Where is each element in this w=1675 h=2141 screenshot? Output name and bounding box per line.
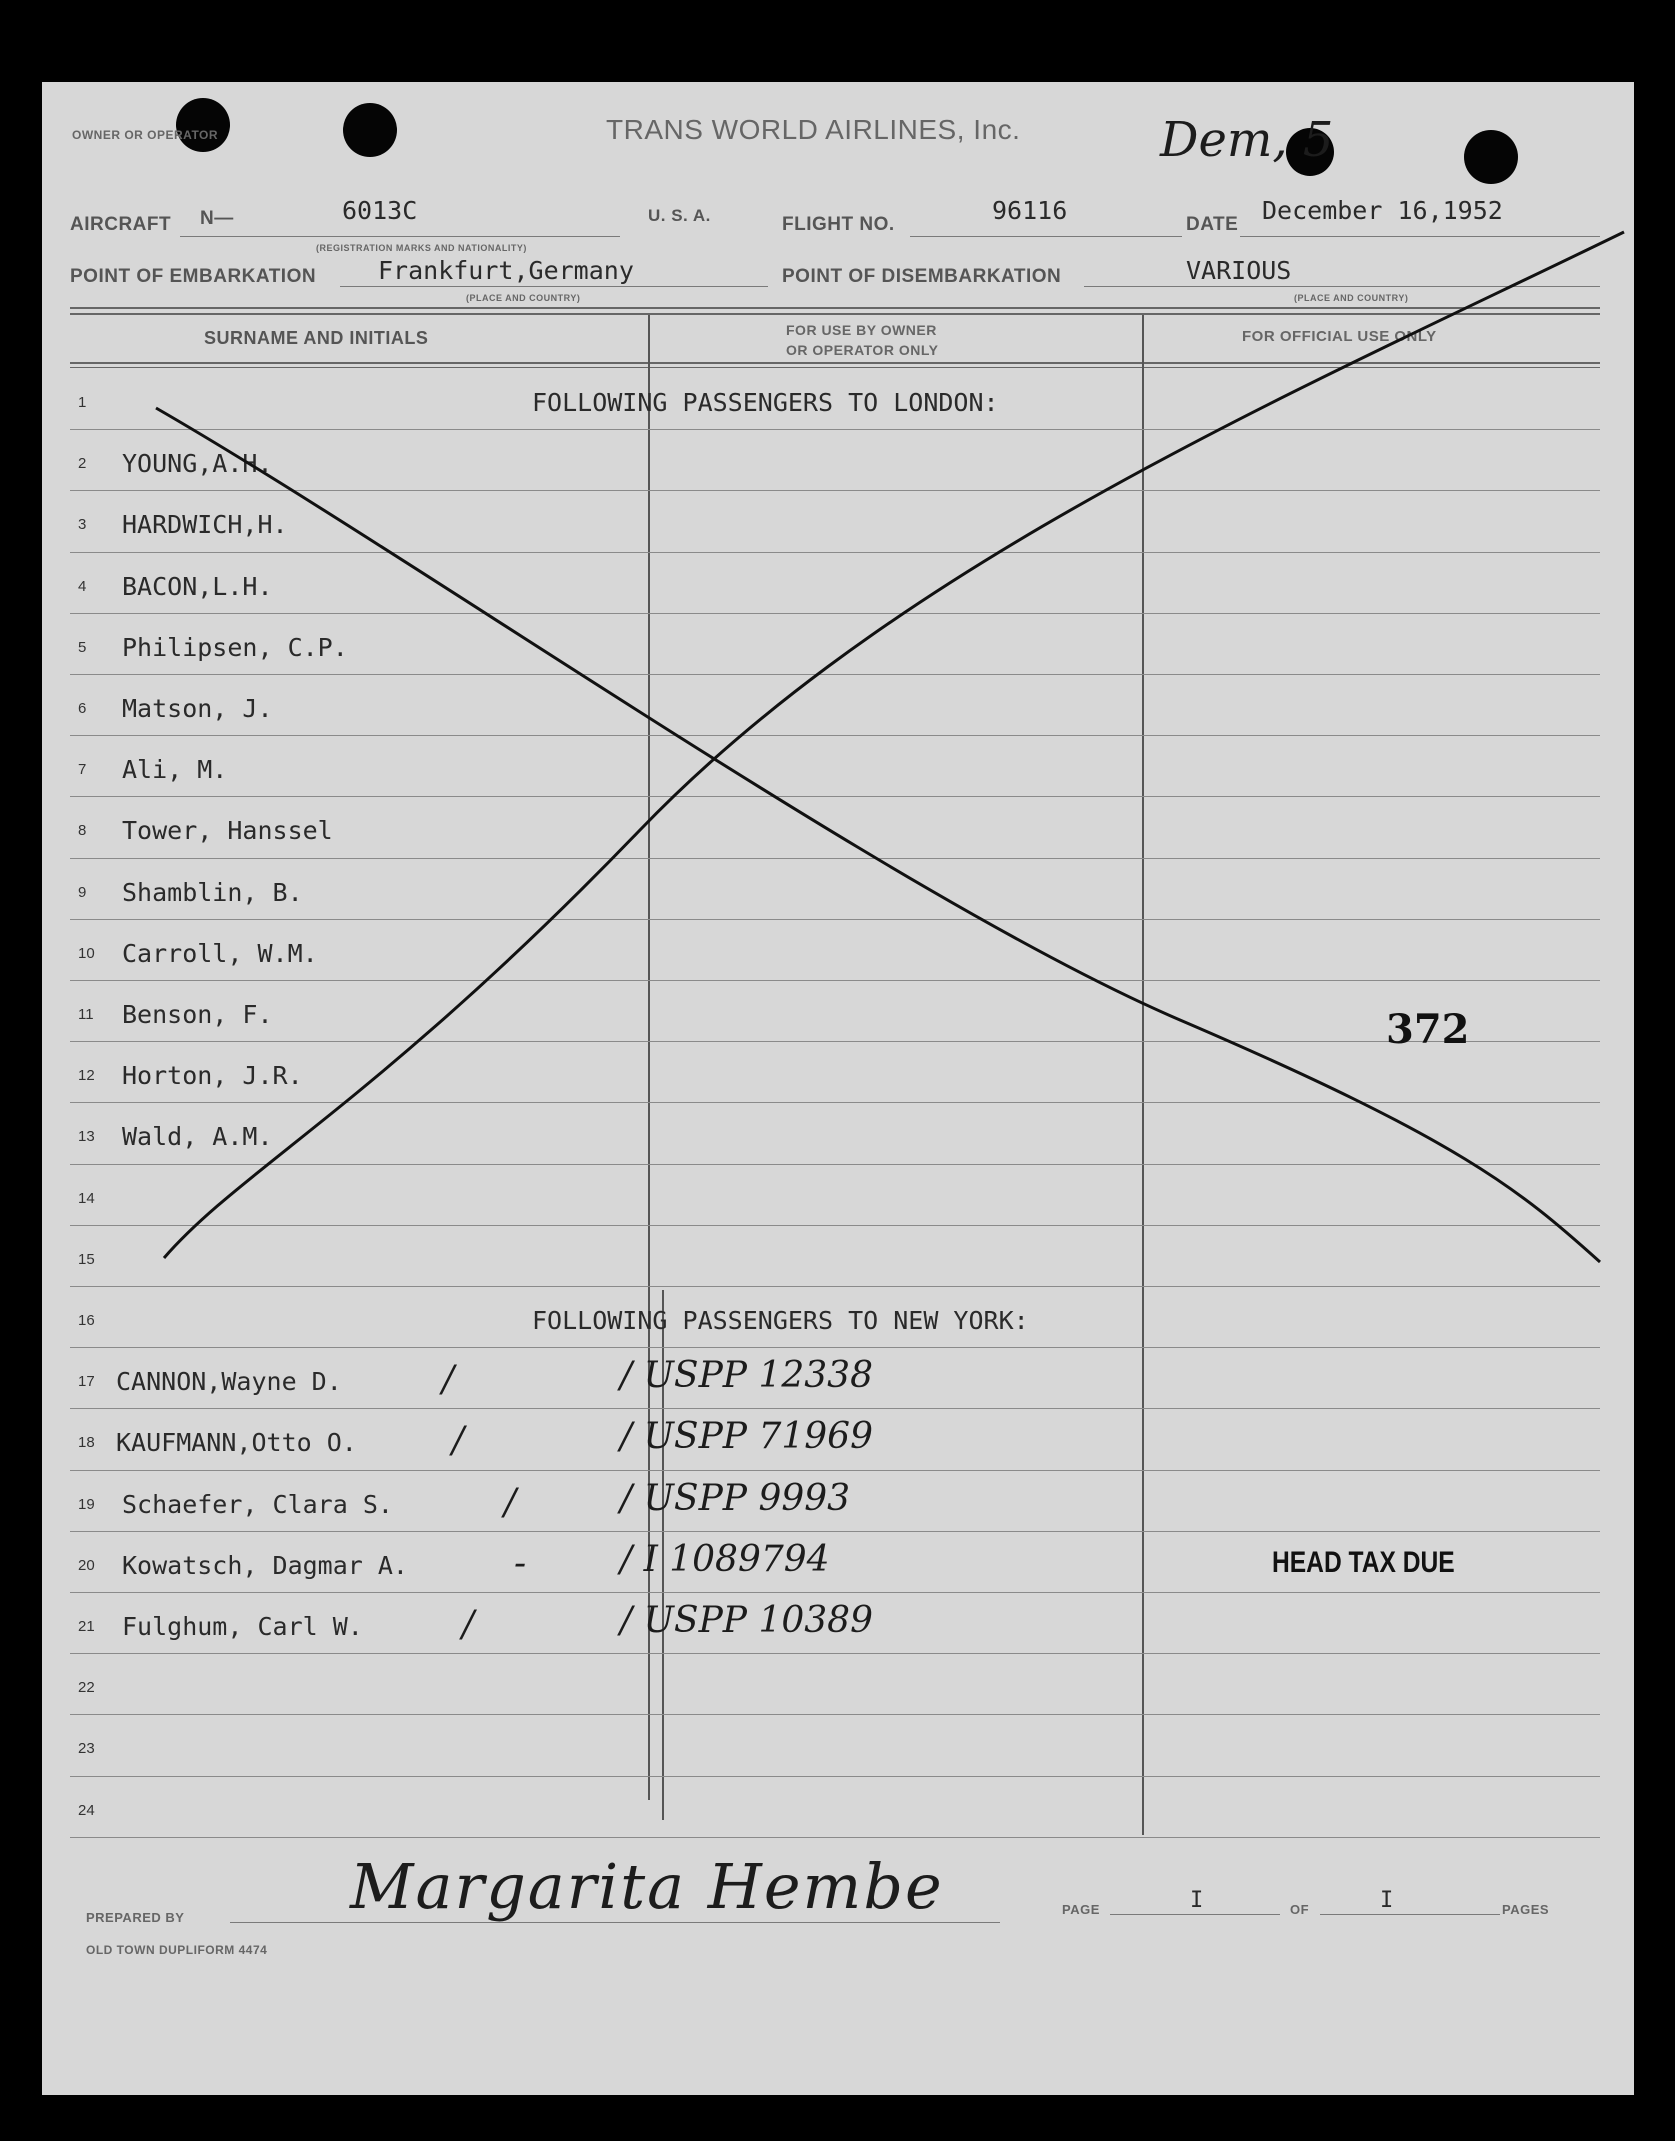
row-number: 16: [78, 1312, 95, 1329]
row-number: 23: [78, 1740, 95, 1757]
passport-number: / I 1089794: [620, 1539, 830, 1580]
passenger-name: Benson, F.: [122, 1000, 273, 1029]
row-number: 9: [78, 884, 87, 901]
passenger-name: Schaefer, Clara S.: [122, 1490, 393, 1519]
passenger-name: Kowatsch, Dagmar A.: [122, 1551, 408, 1580]
row-number: 1: [78, 394, 87, 411]
passenger-name: HARDWICH,H.: [122, 510, 288, 539]
aircraft-prefix: N—: [200, 208, 234, 229]
aircraft-label: AIRCRAFT: [70, 214, 172, 235]
passenger-name: Horton, J.R.: [122, 1061, 303, 1090]
row-number: 14: [78, 1190, 95, 1207]
row-number: 19: [78, 1496, 95, 1513]
passport-number: / USPP 9993: [620, 1478, 851, 1519]
embarkation-value: Frankfurt,Germany: [378, 256, 634, 285]
of-label: OF: [1290, 1902, 1310, 1917]
page-label: PAGE: [1062, 1902, 1100, 1917]
registration-note: (REGISTRATION MARKS AND NATIONALITY): [316, 243, 527, 253]
section-heading: FOLLOWING PASSENGERS TO LONDON:: [532, 388, 999, 417]
form-id: OLD TOWN DUPLIFORM 4474: [86, 1943, 268, 1957]
row-number: 24: [78, 1802, 95, 1819]
passport-number: / USPP 12338: [620, 1355, 873, 1396]
place-country-note: (PLACE AND COUNTRY): [466, 293, 581, 303]
check-mark: -: [514, 1543, 527, 1584]
date-value: December 16,1952: [1262, 196, 1503, 225]
column-owner-use-1: FOR USE BY OWNER: [786, 322, 937, 338]
row-number: 13: [78, 1128, 95, 1145]
row-number: 18: [78, 1434, 95, 1451]
row-number: 8: [78, 822, 87, 839]
head-tax-stamp: HEAD TAX DUE: [1272, 1546, 1455, 1579]
flight-label: FLIGHT NO.: [782, 214, 895, 235]
passenger-name: BACON,L.H.: [122, 572, 273, 601]
row-number: 17: [78, 1373, 95, 1390]
check-mark: /: [452, 1420, 465, 1461]
row-number: 2: [78, 455, 87, 472]
row-number: 20: [78, 1557, 95, 1574]
preparer-signature: Margarita Hembe: [350, 1850, 944, 1923]
place-country-note-2: (PLACE AND COUNTRY): [1294, 293, 1409, 303]
disembarkation-label: POINT OF DISEMBARKATION: [782, 266, 1062, 287]
check-mark: /: [504, 1482, 517, 1523]
passenger-name: Shamblin, B.: [122, 878, 303, 907]
row-number: 6: [78, 700, 87, 717]
page-number: I: [1190, 1888, 1204, 1913]
section-heading: FOLLOWING PASSENGERS TO NEW YORK:: [532, 1306, 1029, 1335]
row-number: 4: [78, 578, 87, 595]
passport-number: / USPP 10389: [620, 1600, 873, 1641]
row-number: 15: [78, 1251, 95, 1268]
usa-label: U. S. A.: [648, 206, 711, 225]
column-official: FOR OFFICIAL USE ONLY: [1242, 328, 1437, 345]
passenger-name: Ali, M.: [122, 755, 228, 784]
row-number: 22: [78, 1679, 95, 1696]
row-number: 12: [78, 1067, 95, 1084]
passenger-name: Fulghum, Carl W.: [122, 1612, 363, 1641]
pages-label: PAGES: [1502, 1902, 1550, 1917]
passenger-name: Tower, Hanssel: [122, 816, 333, 845]
row-number: 11: [78, 1006, 94, 1023]
row-number: 10: [78, 945, 95, 962]
column-surname: SURNAME AND INITIALS: [204, 328, 429, 348]
row-number: 3: [78, 516, 87, 533]
row-number: 5: [78, 639, 87, 656]
embarkation-label: POINT OF EMBARKATION: [70, 266, 317, 287]
passenger-name: YOUNG,A.H.: [122, 449, 273, 478]
total-pages: I: [1380, 1888, 1394, 1913]
row-number: 7: [78, 761, 87, 778]
check-mark: /: [442, 1359, 455, 1400]
column-owner-use-2: OR OPERATOR ONLY: [786, 342, 939, 358]
disembarkation-value: VARIOUS: [1186, 256, 1292, 285]
check-mark: /: [462, 1604, 475, 1645]
passenger-name: Philipsen, C.P.: [122, 633, 348, 662]
flight-number: 96116: [992, 196, 1068, 225]
owner-label: OWNER OR OPERATOR: [72, 128, 219, 142]
stamp-number: 372: [1386, 1006, 1470, 1053]
airline-name: TRANS WORLD AIRLINES, Inc.: [606, 114, 1021, 145]
passenger-name: Matson, J.: [122, 694, 273, 723]
passenger-name: CANNON,Wayne D.: [116, 1367, 342, 1396]
passenger-name: Wald, A.M.: [122, 1122, 273, 1151]
handwritten-note: Dem, 5: [1160, 112, 1334, 168]
row-number: 21: [78, 1618, 95, 1635]
date-label: DATE: [1186, 214, 1239, 235]
passenger-name: Carroll, W.M.: [122, 939, 318, 968]
prepared-by-label: PREPARED BY: [86, 1910, 185, 1925]
passenger-name: KAUFMANN,Otto O.: [116, 1428, 357, 1457]
passport-number: / USPP 71969: [620, 1416, 873, 1457]
aircraft-number: 6013C: [342, 196, 418, 225]
